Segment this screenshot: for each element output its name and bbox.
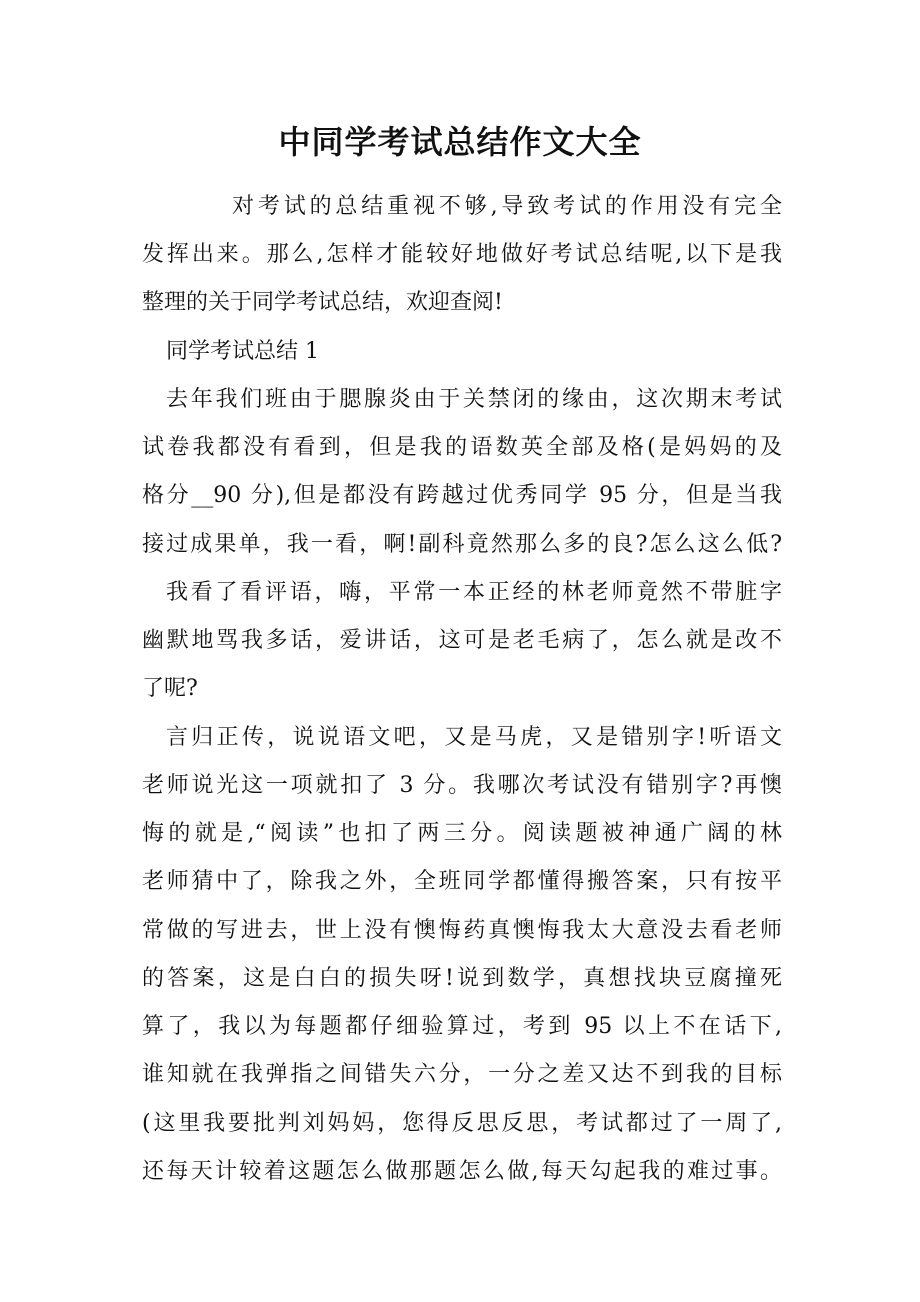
paragraph-line: (这里我要批判刘妈妈，您得反思反思，考试都过了一周了, bbox=[142, 1111, 782, 1136]
paragraph-line: 了呢? bbox=[142, 676, 198, 701]
paragraph-line: 的答案，这是白白的损失呀!说到数学，真想找块豆腐撞死 bbox=[142, 966, 782, 991]
section-heading: 同学考试总结 1 bbox=[166, 339, 319, 364]
paragraph-line: 整理的关于同学考试总结，欢迎查阅! bbox=[142, 290, 503, 315]
paragraph-line: 悔的就是,“阅读”也扣了两三分。阅读题被神通广阔的林 bbox=[142, 821, 782, 846]
paragraph-line: 言归正传，说说语文吧，又是马虎，又是错别字!听语文 bbox=[166, 725, 782, 750]
paragraph-line: 常做的写进去，世上没有懊悔药真懊悔我太大意没去看老师 bbox=[142, 918, 782, 943]
paragraph-line: 老师猜中了，除我之外，全班同学都懂得搬答案，只有按平 bbox=[142, 869, 782, 894]
paragraph-line: 对考试的总结重视不够,导致考试的作用没有完全 bbox=[232, 194, 782, 219]
paragraph-line: 谁知就在我弹指之间错失六分，一分之差又达不到我的目标 bbox=[142, 1062, 782, 1087]
paragraph-line: 算了，我以为每题都仔细验算过，考到 95 以上不在话下, bbox=[142, 1014, 782, 1039]
paragraph-line: 发挥出来。那么,怎样才能较好地做好考试总结呢,以下是我 bbox=[142, 242, 782, 267]
paragraph-line: 老师说光这一项就扣了 3 分。我哪次考试没有错别字?再懊 bbox=[142, 773, 782, 798]
document-title: 中同学考试总结作文大全 bbox=[278, 123, 642, 161]
paragraph-line: 还每天计较着这题怎么做那题怎么做,每天勾起我的难过事。 bbox=[142, 1159, 782, 1184]
paragraph-line: 试卷我都没有看到，但是我的语数英全部及格(是妈妈的及 bbox=[142, 435, 782, 460]
paragraph-line: 我看了看评语，嗨，平常一本正经的林老师竟然不带脏字 bbox=[166, 580, 782, 605]
paragraph-line: 接过成果单，我一看，啊!副科竟然那么多的良?怎么这么低? bbox=[142, 532, 782, 557]
paragraph-line: 格分__90 分),但是都没有跨越过优秀同学 95 分，但是当我 bbox=[142, 483, 782, 508]
paragraph-line: 去年我们班由于腮腺炎由于关禁闭的缘由，这次期末考试 bbox=[166, 387, 782, 412]
paragraph-line: 幽默地骂我多话，爱讲话，这可是老毛病了，怎么就是改不 bbox=[142, 628, 782, 653]
